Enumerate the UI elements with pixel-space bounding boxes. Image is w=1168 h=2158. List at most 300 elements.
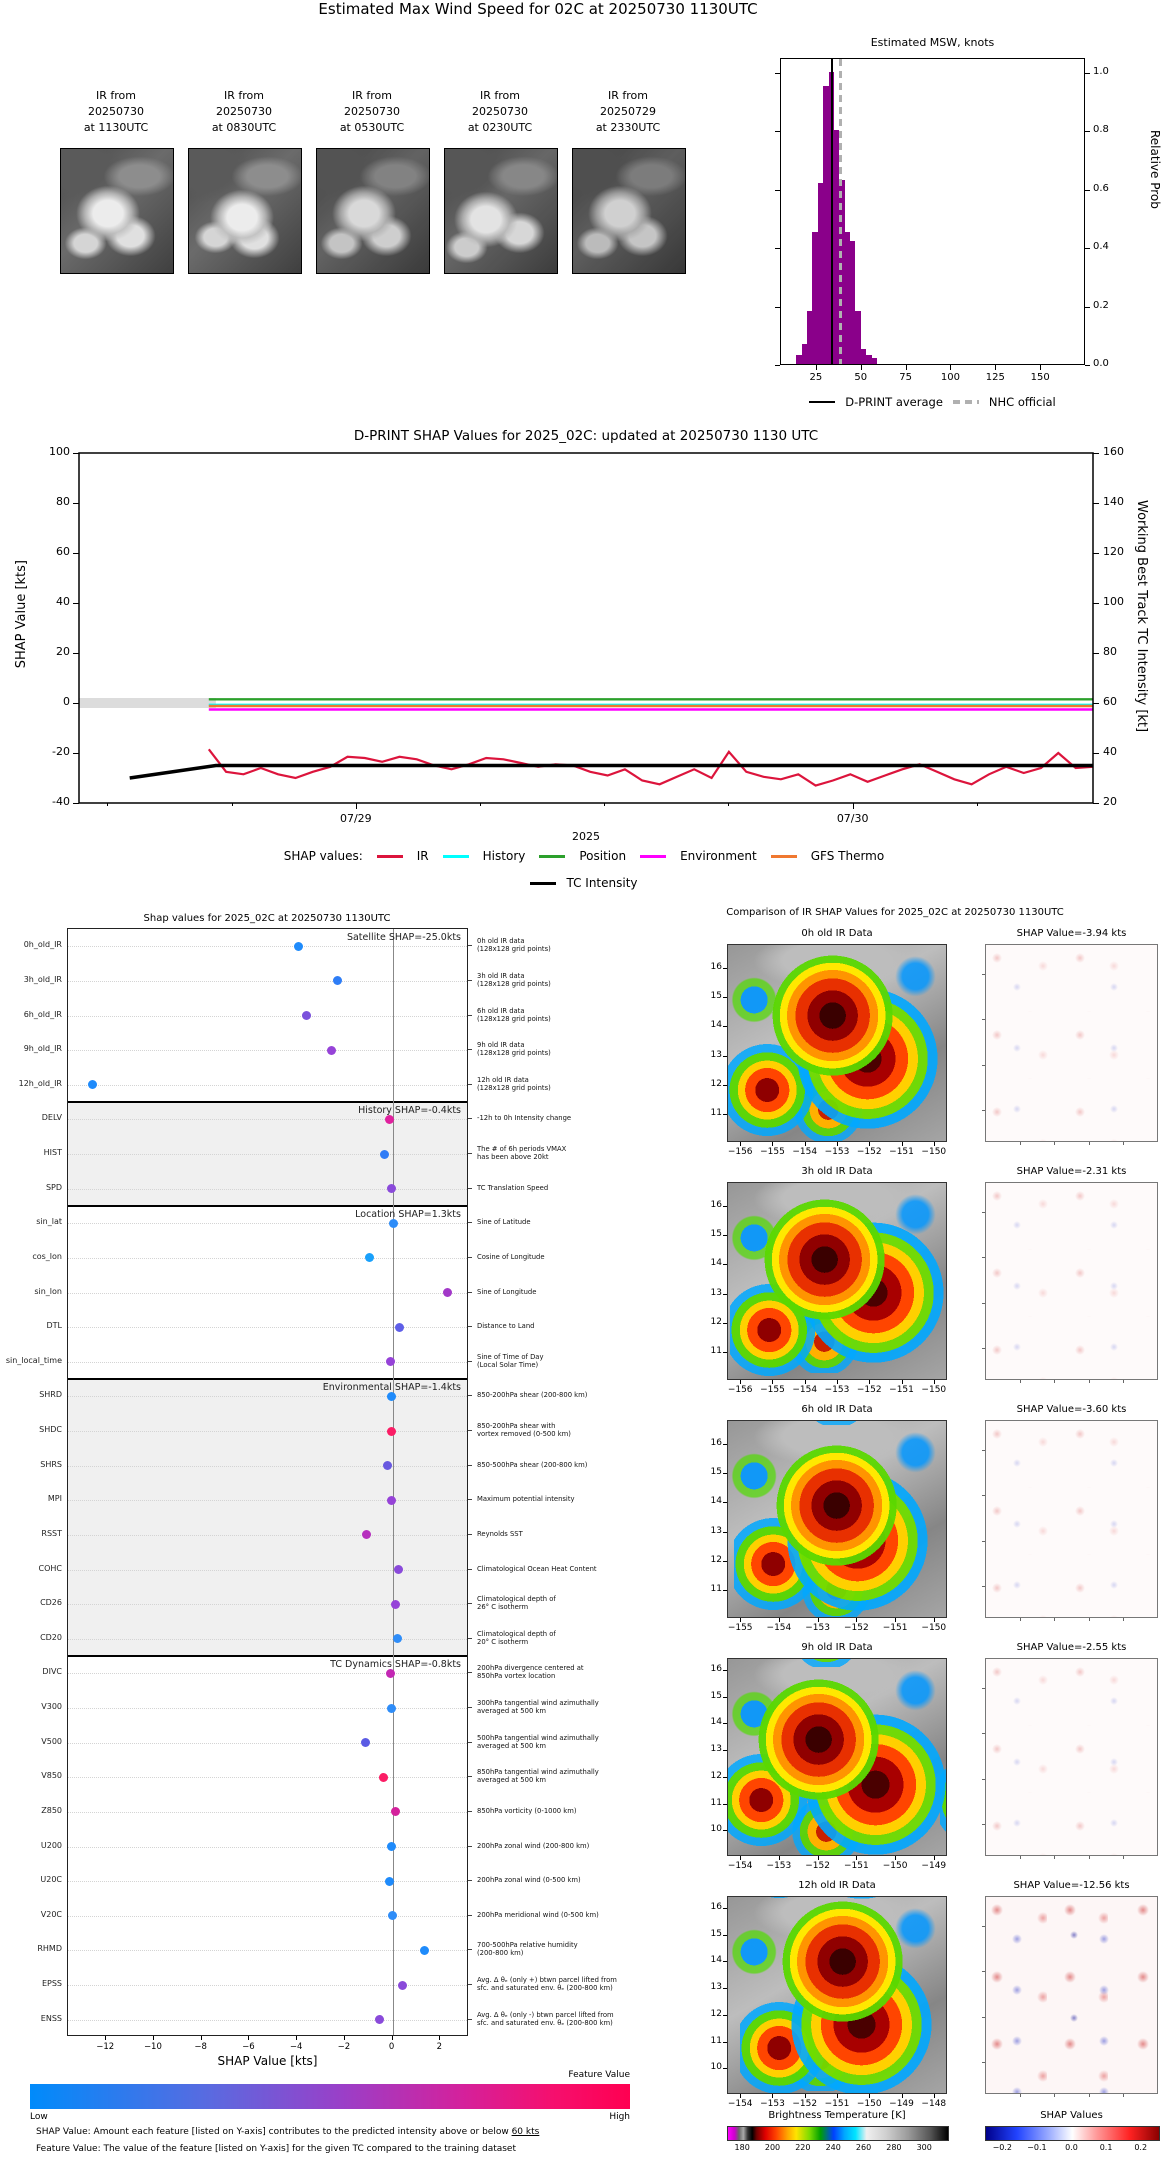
ir-xtick	[934, 1380, 935, 1384]
ir-xtick-label: −154	[792, 1385, 818, 1395]
feature-dot	[385, 1877, 394, 1886]
ir-data-title: 12h old IR Data	[798, 1880, 876, 1891]
feature-desc	[477, 1114, 655, 1122]
shap-map-xtick	[1089, 1618, 1090, 1621]
series-ir	[209, 749, 1093, 785]
feature-row-label: SHDC	[39, 1425, 62, 1435]
feature-desc-line: 700-500hPa relative humidity	[477, 1941, 578, 1950]
ir-xtick-label: −152	[843, 1623, 869, 1633]
feature-desc-line: Avg. Δ θₑ (only -) btwn parcel lifted from	[477, 2010, 614, 2019]
feature-row-label: sin_local_time	[5, 1355, 62, 1365]
ir-ytick-label: 13	[710, 1982, 722, 1993]
legend-label: TC Intensity	[566, 876, 638, 890]
bt-tick-label: 240	[825, 2143, 841, 2152]
feature-desc-line: 500hPa tangential wind azimuthally	[477, 1733, 599, 1742]
hist-xtick	[816, 365, 817, 370]
ir-ytick	[723, 1294, 727, 1295]
feature-dot	[361, 1738, 370, 1747]
row-gridline	[68, 1362, 467, 1363]
section-label: History SHAP=-0.4kts	[358, 1105, 461, 1117]
feature-row-tick	[468, 1811, 472, 1812]
bt-tick-label: 280	[886, 2143, 902, 2152]
feature-row-tick	[468, 1049, 472, 1050]
feature-row-tick	[468, 1292, 472, 1293]
ir-xtick-label: −155	[760, 1147, 785, 1157]
ir-ytick	[723, 1026, 727, 1027]
shap-map-xtick	[1054, 1856, 1055, 1859]
ts-ytick-right-label: 60	[1103, 695, 1117, 708]
ir-data-panel	[727, 1420, 947, 1618]
timeseries-ylabel-right: Working Best Track TC Intensity [kt]	[1134, 500, 1149, 733]
ts-ytick-left-label: 40	[56, 595, 70, 608]
ts-ytick-right-label: 20	[1103, 795, 1117, 808]
feature-dot	[391, 1600, 400, 1609]
feature-row-tick	[468, 1153, 472, 1154]
ir-xtick-label: −152	[792, 2099, 818, 2109]
histogram-title: Estimated MSW, knots	[870, 36, 995, 49]
feature-row-label: 6h_old_IR	[23, 1009, 62, 1019]
ir-ytick	[723, 1723, 727, 1724]
feature-dot	[365, 1253, 374, 1262]
row-gridline	[68, 1119, 467, 1120]
shap-map-ytick	[982, 1450, 985, 1451]
feature-row-tick	[468, 1534, 472, 1535]
feature-desc	[477, 1911, 655, 1919]
row-gridline	[68, 1466, 467, 1467]
feature-desc-line: 200hPa zonal wind (0-500 km)	[477, 1876, 581, 1885]
feature-desc-line: (200-800 km)	[477, 1949, 524, 1958]
feature-desc	[477, 1322, 655, 1330]
histogram-legend	[735, 395, 1130, 409]
shap-map-ytick	[982, 1926, 985, 1927]
feature-desc-line: 850-200hPa shear (200-800 km)	[477, 1391, 588, 1400]
feature-dot	[88, 1080, 97, 1089]
ir-ytick	[723, 1590, 727, 1591]
ir-ytick	[723, 2042, 727, 2043]
ts-ytick-right-label: 120	[1103, 545, 1124, 558]
ts-xtick-minor	[232, 803, 233, 806]
feature-desc-line: Distance to Land	[477, 1322, 535, 1331]
feature-row-label: sin_lon	[34, 1286, 62, 1296]
dotplot-xtick	[344, 2036, 345, 2040]
feature-row-tick	[468, 1707, 472, 1708]
feature-dot	[333, 976, 342, 985]
feature-row-tick	[468, 1672, 472, 1673]
ir-xtick	[869, 1380, 870, 1384]
legend-swatch-gfs-thermo	[771, 855, 797, 858]
ir-thumbnail-label-line: 20250730	[88, 105, 144, 118]
shap-map-xtick	[1020, 2094, 1021, 2097]
nhc-official-swatch	[953, 400, 979, 404]
ts-ytick-left-label: 0	[63, 695, 70, 708]
section-divider	[68, 1378, 467, 1380]
shap-map-ytick	[982, 1212, 985, 1213]
row-gridline	[68, 1396, 467, 1397]
ir-xtick	[837, 2094, 838, 2098]
dotplot-xtick	[153, 2036, 154, 2040]
ir-xtick	[869, 2094, 870, 2098]
feature-row-tick	[468, 1499, 472, 1500]
feature-row-tick	[468, 1222, 472, 1223]
feature-desc-line: vortex removed (0-500 km)	[477, 1430, 571, 1439]
hist-xtick-label: 125	[985, 372, 1005, 383]
ir-thumbnail-image	[188, 148, 302, 274]
row-gridline	[68, 1570, 467, 1571]
feature-desc-line: has been above 20kt	[477, 1153, 549, 1162]
feature-desc-line: The # of 6h periods VMAX	[477, 1145, 567, 1154]
legend-label: Position	[579, 849, 627, 863]
ir-ytick	[723, 2068, 727, 2069]
ir-xtick-label: −151	[843, 1861, 869, 1871]
feature-dot	[387, 1392, 396, 1401]
ir-xtick	[934, 1856, 935, 1860]
shap-map-ytick	[982, 1348, 985, 1349]
row-gridline	[68, 1431, 467, 1432]
feature-desc	[477, 2011, 655, 2027]
feature-desc-line: Avg. Δ θₑ (only +) btwn parcel lifted from	[477, 1976, 617, 1985]
ir-thumbnail-label	[308, 88, 436, 136]
section-divider	[68, 1205, 467, 1207]
legend-swatch-position	[539, 855, 565, 858]
hist-ytick-left	[775, 131, 780, 132]
ir-xtick	[856, 1618, 857, 1622]
feature-desc-line: Sine of Time of Day	[477, 1352, 544, 1361]
ir-data-title: 0h old IR Data	[801, 928, 873, 939]
feature-row-label: DIVC	[42, 1667, 62, 1677]
ts-ytick-right	[1093, 753, 1099, 754]
hist-ytick-right	[1085, 190, 1090, 191]
feature-colorbar-low: Low	[30, 2112, 48, 2122]
hist-ytick-left	[775, 73, 780, 74]
feature-desc	[477, 1253, 655, 1261]
ir-ytick-label: 11	[710, 1797, 722, 1808]
feature-desc	[477, 1565, 655, 1573]
feature-desc-line: 20° C isotherm	[477, 1637, 529, 1646]
bt-tick-label: 260	[855, 2143, 872, 2152]
feature-row-tick	[468, 1984, 472, 1985]
hist-ytick-right	[1085, 365, 1090, 366]
ir-xtick	[772, 1142, 773, 1146]
feature-row-label: V20C	[40, 1909, 62, 1919]
ir-thumbnail-image	[572, 148, 686, 274]
feature-desc	[477, 1353, 655, 1369]
ir-xtick	[805, 1380, 806, 1384]
shap-map-panel	[985, 1896, 1158, 2094]
ir-ytick-label: 15	[710, 1928, 722, 1939]
feature-desc	[477, 1876, 655, 1884]
ir-ytick-label: 10	[710, 2062, 722, 2073]
dotplot-xtick-label: −10	[143, 2042, 162, 2052]
ir-ytick	[723, 1830, 727, 1831]
feature-dot	[389, 1219, 398, 1228]
row-gridline	[68, 1223, 467, 1224]
row-gridline	[68, 1016, 467, 1017]
ts-ytick-right	[1093, 703, 1099, 704]
feature-desc-line: Climatological depth of	[477, 1629, 556, 1638]
feature-desc-line: (128x128 grid points)	[477, 979, 551, 988]
section-label: Environmental SHAP=-1.4kts	[322, 1382, 461, 1394]
row-gridline	[68, 1639, 467, 1640]
feature-desc	[477, 1530, 655, 1538]
hist-ytick-left	[775, 248, 780, 249]
ir-thumbnail-label-line: 20250730	[344, 105, 400, 118]
feature-desc-line: Sine of Longitude	[477, 1287, 537, 1296]
bt-tick-label: 180	[734, 2143, 750, 2152]
comparison-header: Comparison of IR SHAP Values for 2025_02C at 20250730 1130UTC	[726, 907, 1064, 918]
feature-row-tick	[468, 1465, 472, 1466]
timeseries-legend-row1	[84, 849, 1084, 863]
shap-map-xtick	[1089, 2094, 1090, 2097]
ts-ytick-right	[1093, 653, 1099, 654]
ir-xtick-label: −153	[805, 1623, 830, 1633]
hist-ytick-right	[1085, 73, 1090, 74]
feature-row-label: RHMD	[37, 1944, 62, 1954]
shap-map-xtick	[1020, 1618, 1021, 1621]
section-divider	[68, 1655, 467, 1657]
feature-dot	[386, 1357, 395, 1366]
ir-xtick-label: −150	[856, 2099, 882, 2109]
zero-line	[393, 929, 394, 2035]
ts-ytick-right	[1093, 503, 1099, 504]
feature-desc-line: sfc. and saturated env. θₑ (200-800 km)	[477, 2018, 613, 2027]
ir-thumbnail-label-line: at 0830UTC	[211, 121, 277, 134]
feature-row-tick	[468, 1880, 472, 1881]
feature-dot	[387, 1704, 396, 1713]
ir-thumbnail-image	[316, 148, 430, 274]
ts-ytick-left-label: 20	[56, 645, 70, 658]
dotplot-xtick-label: 2	[436, 2042, 443, 2052]
legend-label: History	[482, 849, 526, 863]
feature-dot	[387, 1496, 396, 1505]
hist-xtick-label: 100	[940, 372, 960, 383]
feature-dot	[380, 1150, 389, 1159]
dotplot-xlabel: SHAP Value [kts]	[217, 2054, 318, 2068]
feature-row-tick	[468, 1361, 472, 1362]
row-gridline	[68, 1985, 467, 1986]
feature-desc	[477, 972, 655, 988]
ts-xtick-minor	[977, 803, 978, 806]
feature-row-label: 12h_old_IR	[18, 1078, 62, 1088]
feature-desc-line: 200hPa divergence centered at	[477, 1664, 584, 1673]
feature-row-label: Z850	[41, 1805, 62, 1815]
timeseries-frame	[79, 453, 1093, 803]
ir-xtick	[740, 1618, 741, 1622]
shap-map-title: SHAP Value=-2.31 kts	[1016, 1166, 1127, 1177]
ts-ytick-left-label: 80	[56, 495, 70, 508]
shap-map-ytick	[982, 1495, 985, 1496]
ts-ytick-right-label: 140	[1103, 495, 1124, 508]
dotplot-xtick-label: −4	[289, 2042, 303, 2052]
ts-ytick-right-label: 160	[1103, 445, 1124, 458]
feature-desc	[477, 1041, 655, 1057]
ts-ytick-left	[73, 503, 79, 504]
page-title: Estimated Max Wind Speed for 02C at 20250730 1130UTC	[318, 0, 758, 18]
ir-xtick	[869, 1142, 870, 1146]
feature-desc-line: averaged at 500 km	[477, 1707, 546, 1716]
feature-desc-line: (128x128 grid points)	[477, 945, 551, 954]
ir-ytick-label: 14	[710, 1020, 722, 1031]
row-gridline	[68, 1154, 467, 1155]
ir-xtick	[740, 1142, 741, 1146]
ir-xtick	[934, 1142, 935, 1146]
feature-desc-line: 850-200hPa shear with	[477, 1422, 556, 1431]
feature-desc-line: sfc. and saturated env. θₑ (200-800 km)	[477, 1984, 613, 1993]
feature-desc-line: 6h old IR data	[477, 1006, 525, 1015]
ir-ytick	[723, 1502, 727, 1503]
ir-thumbnail-label-line: IR from	[608, 89, 648, 102]
dotplot-xtick	[392, 2036, 393, 2040]
ir-ytick	[723, 968, 727, 969]
ir-xtick-label: −150	[882, 1861, 908, 1871]
shap-cb-tick-label: −0.2	[992, 2143, 1013, 2152]
feature-row-label: 9h_old_IR	[23, 1044, 62, 1054]
ir-data-title: 3h old IR Data	[801, 1166, 873, 1177]
feature-row-label: HIST	[43, 1148, 62, 1158]
shap-map-xtick	[1089, 1380, 1090, 1383]
feature-desc	[477, 1461, 655, 1469]
ir-data-title: 9h old IR Data	[801, 1642, 873, 1653]
feature-row-label: 3h_old_IR	[23, 974, 62, 984]
footnote-shap-value: SHAP Value: Amount each feature [listed on Y-axis] contributes to the predicted intensity above or below 60 kts	[36, 2127, 540, 2137]
ir-xtick	[837, 1380, 838, 1384]
ts-ytick-right-label: 80	[1103, 645, 1117, 658]
ts-ytick-left	[73, 703, 79, 704]
hist-xtick-label: 25	[809, 372, 823, 383]
hist-xtick	[950, 365, 951, 370]
ts-xtick-minor	[107, 803, 108, 806]
feature-row-tick	[468, 1915, 472, 1916]
ir-xtick-label: −151	[824, 2099, 850, 2109]
shap-map-ytick	[982, 1541, 985, 1542]
ir-xtick-label: −152	[856, 1147, 882, 1157]
ir-data-panel	[727, 1658, 947, 1856]
feature-row-label: 0h_old_IR	[23, 940, 62, 950]
ts-xtick-label: 07/29	[339, 812, 372, 825]
ir-xtick-label: −154	[727, 2099, 753, 2109]
bt-tick-label: 220	[795, 2143, 811, 2152]
hist-ytick-left	[775, 190, 780, 191]
ir-ytick	[723, 1352, 727, 1353]
bt-tick-label: 300	[916, 2143, 932, 2152]
feature-row-label: SHRD	[39, 1390, 62, 1400]
feature-colorbar-high: High	[609, 2112, 630, 2122]
row-gridline	[68, 1812, 467, 1813]
ir-thumbnail-label-line: at 0530UTC	[339, 121, 405, 134]
ir-ytick-label: 10	[710, 1824, 722, 1835]
feature-dot	[398, 1981, 407, 1990]
ir-xtick-label: −153	[824, 1385, 850, 1395]
hist-xtick	[1040, 365, 1041, 370]
row-gridline	[68, 1258, 467, 1259]
ir-ytick	[723, 997, 727, 998]
feature-dot	[379, 1773, 388, 1782]
ir-xtick-label: −155	[760, 1385, 785, 1395]
ir-ytick	[723, 1561, 727, 1562]
feature-dot	[294, 942, 303, 951]
timeseries-legend-row2	[84, 876, 1084, 890]
ir-xtick	[740, 2094, 741, 2098]
ir-xtick-label: −152	[856, 1385, 882, 1395]
feature-desc	[477, 1218, 655, 1226]
feature-desc	[477, 1807, 655, 1815]
ir-ytick	[723, 1750, 727, 1751]
feature-row-tick	[468, 1776, 472, 1777]
ir-thumbnail-label-line: IR from	[480, 89, 520, 102]
ir-xtick-label: −150	[921, 1147, 947, 1157]
feature-dot	[385, 1115, 394, 1124]
ir-thumbnail-label-line: IR from	[352, 89, 392, 102]
ir-xtick-label: −153	[760, 2099, 785, 2109]
feature-row-tick	[468, 1084, 472, 1085]
feature-row-tick	[468, 1118, 472, 1119]
dotplot-xtick-label: −2	[337, 2042, 351, 2052]
feature-row-label: CD26	[40, 1598, 62, 1608]
ir-thumbnail-label	[436, 88, 564, 136]
feature-row-tick	[468, 1395, 472, 1396]
bt-colorbar-title: Brightness Temperature [K]	[768, 2110, 906, 2121]
shap-cb-tick-label: 0.1	[1099, 2143, 1113, 2152]
ts-ytick-right-label: 100	[1103, 595, 1124, 608]
ir-xtick	[740, 1380, 741, 1384]
shap-map-title: SHAP Value=-2.55 kts	[1016, 1642, 1127, 1653]
ts-ytick-right	[1093, 603, 1099, 604]
ir-ytick-label: 12	[710, 1078, 722, 1089]
ir-ytick-label: 16	[710, 1901, 722, 1912]
section-label: Location SHAP=1.3kts	[355, 1209, 461, 1220]
section-divider	[68, 1101, 467, 1103]
row-gridline	[68, 2020, 467, 2021]
feature-desc-line: (128x128 grid points)	[477, 1014, 551, 1023]
dotplot-xtick	[439, 2036, 440, 2040]
ir-ytick-label: 13	[710, 1525, 722, 1536]
ir-ytick	[723, 1777, 727, 1778]
feature-row-tick	[468, 1015, 472, 1016]
dotplot-xtick	[201, 2036, 202, 2040]
hist-xtick-label: 75	[899, 372, 912, 383]
ir-ytick	[723, 1935, 727, 1936]
ir-xtick-label: −151	[889, 1147, 914, 1157]
ir-ytick-label: 11	[710, 1346, 722, 1357]
nhc-official-line	[839, 59, 843, 364]
ir-data-panel	[727, 1182, 947, 1380]
ir-xtick	[779, 1618, 780, 1622]
shap-map-ytick	[982, 1065, 985, 1066]
ir-ytick	[723, 1961, 727, 1962]
row-gridline	[68, 1708, 467, 1709]
ir-xtick-label: −154	[766, 1623, 792, 1633]
ir-ytick-label: 13	[710, 1049, 722, 1060]
ir-xtick	[902, 1142, 903, 1146]
ts-ytick-right	[1093, 553, 1099, 554]
hist-ytick-label: 0.6	[1093, 182, 1109, 194]
ir-ytick	[723, 1114, 727, 1115]
feature-row-label: V500	[41, 1736, 62, 1746]
feature-desc-line: Sine of Latitude	[477, 1218, 531, 1227]
row-gridline	[68, 1881, 467, 1882]
dotplot-xtick	[248, 2036, 249, 2040]
feature-desc	[477, 1145, 655, 1161]
feature-row-label: U20C	[40, 1875, 62, 1885]
ts-ytick-right	[1093, 453, 1099, 454]
feature-row-label: sin_lat	[36, 1217, 62, 1227]
feature-row-label: CD20	[40, 1632, 62, 1642]
ir-ytick	[723, 1056, 727, 1057]
shap-map-ytick	[982, 1110, 985, 1111]
ir-ytick-label: 14	[710, 1717, 722, 1728]
feature-desc	[477, 1976, 655, 1992]
feature-colorbar-title: Feature Value	[568, 2070, 630, 2080]
ir-xtick-label: −152	[805, 1861, 830, 1871]
